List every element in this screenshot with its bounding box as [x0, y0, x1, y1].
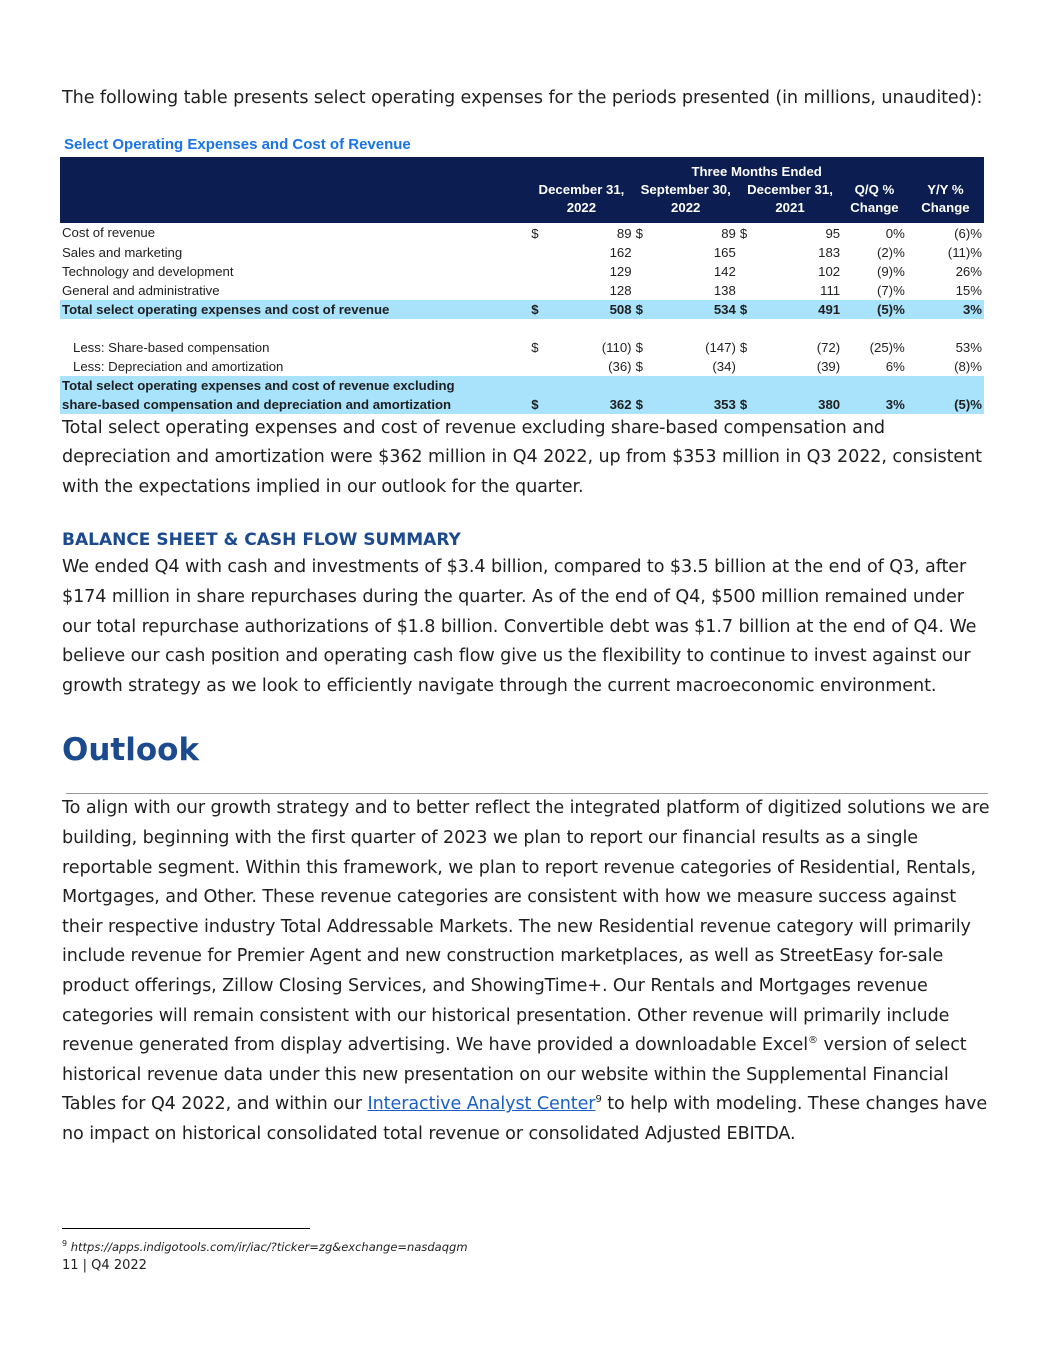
qq-change: 6% — [885, 358, 905, 374]
row-label: Total select operating expenses and cost of revenue — [62, 301, 390, 317]
yy-change: (5)% — [954, 396, 982, 412]
cell-value: 380 — [818, 396, 841, 412]
yy-change: 15% — [955, 282, 982, 298]
currency-symbol — [634, 262, 649, 281]
currency-symbol: $ — [635, 339, 643, 355]
group-header: Three Months Ended — [691, 163, 822, 179]
operating-expenses-table — [60, 157, 984, 414]
footnote — [62, 1240, 468, 1254]
col-header-line2: 2022 — [529, 199, 633, 224]
qq-change: (5)% — [876, 301, 905, 317]
currency-symbol — [634, 243, 649, 262]
footnote-divider — [62, 1228, 310, 1229]
cell-value: 491 — [818, 301, 841, 317]
col-header-line1: December 31, — [538, 181, 625, 197]
yy-change: 3% — [962, 301, 982, 317]
row-label: Sales and marketing — [62, 244, 183, 260]
currency-symbol: $ — [739, 339, 748, 355]
cell-value: 128 — [609, 282, 632, 298]
cell-value: 142 — [713, 263, 736, 279]
cell-value: (110) — [601, 339, 632, 355]
table-header — [60, 157, 984, 224]
currency-symbol: $ — [531, 225, 539, 241]
table-row — [60, 223, 984, 243]
yy-change: 53% — [955, 339, 982, 355]
cell-value: 95 — [825, 225, 841, 241]
footnote-number: 9 — [62, 1239, 68, 1249]
col-header-line1: Q/Q % — [854, 181, 895, 197]
spacer-row — [60, 319, 984, 338]
currency-symbol — [634, 281, 649, 300]
col-header-line2: Change — [842, 199, 907, 224]
col-header-line1: December 31, — [747, 181, 833, 197]
currency-symbol — [738, 262, 753, 281]
row-label: share-based compensation and depreciation and amortization — [62, 396, 452, 412]
total-row-excluding — [60, 376, 984, 395]
currency-symbol — [529, 281, 544, 300]
summary-paragraph: Total select operating expenses and cost of revenue excluding share-based compensation and depreciation and amortization were $362 million in Q4 2022, up from $353 million in Q3 2022, consistent with the expectations implied in our outlook for the quarter. — [62, 417, 982, 497]
cell-value: 534 — [713, 301, 736, 317]
cell-value: 102 — [818, 263, 841, 279]
cell-value: 353 — [713, 396, 736, 412]
qq-change: 0% — [885, 225, 905, 241]
table-title: Select Operating Expenses and Cost of Revenue — [64, 135, 411, 153]
cell-value: 129 — [609, 263, 632, 279]
currency-symbol: $ — [635, 301, 643, 317]
currency-symbol — [529, 357, 544, 376]
intro-text: The following table presents select operating expenses for the periods presented (in millions, unaudited): — [62, 88, 983, 108]
page-footer: 11 | Q4 2022 — [62, 1258, 147, 1273]
cell-value: (147) — [705, 339, 736, 355]
currency-symbol: $ — [739, 225, 748, 241]
table-row — [60, 262, 984, 281]
footnote-url: https://apps.indigotools.com/ir/iac/?ticker=zg&exchange=nasdaqgm — [70, 1240, 468, 1254]
yy-change: (11)% — [947, 244, 982, 260]
qq-change: (2)% — [876, 244, 905, 260]
cell-value: 508 — [609, 301, 632, 317]
currency-symbol: $ — [531, 396, 539, 412]
cell-value: 138 — [713, 282, 736, 298]
cell-value: (36) — [608, 358, 632, 374]
currency-symbol — [738, 357, 753, 376]
yy-change: (8)% — [954, 358, 982, 374]
currency-symbol — [738, 281, 753, 300]
col-header-line2: Change — [907, 199, 984, 224]
col-header-line1: Y/Y % — [927, 181, 964, 197]
col-header-line2: 2022 — [634, 199, 738, 224]
currency-symbol: $ — [739, 396, 748, 412]
currency-symbol — [529, 243, 544, 262]
yy-change: 26% — [955, 263, 982, 279]
row-label: Total select operating expenses and cost of revenue excluding — [62, 377, 455, 393]
row-label: Less: Share-based compensation — [73, 339, 270, 355]
cell-value: (39) — [816, 358, 841, 374]
registered-mark: ® — [808, 1035, 818, 1047]
total-row-excluding-values — [60, 395, 984, 414]
currency-symbol: $ — [635, 225, 643, 241]
outlook-heading: Outlook — [62, 732, 200, 769]
table-row — [60, 281, 984, 300]
cell-value: 89 — [721, 225, 736, 241]
balance-sheet-heading: BALANCE SHEET & CASH FLOW SUMMARY — [62, 530, 461, 551]
table-row — [60, 338, 984, 357]
outlook-text-part: To align with our growth strategy and to better reflect the integrated platform of digitized solutions we are building, beginning with the first quarter of 2023 we plan to report our financial results as a single reportable segment. Within this framework, we plan to report revenue categories of Residential, Rentals, Mortgages, and Other. These revenue categories are consistent with how we measure success against their respective industry Total Addressable Markets. The new Residential revenue category will primarily include revenue for Premier Agent and new construction marketplaces, as well as StreetEasy for-sale product offerings, Zillow Closing Services, and ShowingTime+. Our Rentals and Mortgages revenue categories will remain consistent with our historical presentation. Other revenue will primarily include revenue generated from display advertising. We have provided a downloadable Excel — [62, 798, 990, 1056]
yy-change: (6)% — [954, 225, 982, 241]
currency-symbol: $ — [531, 301, 539, 317]
qq-change: (7)% — [876, 282, 905, 298]
outlook-text-part: to help with modeling. These changes have no impact on historical consolidated total revenue or consolidated Adjusted EBITDA. — [62, 1094, 988, 1144]
currency-symbol: $ — [739, 301, 748, 317]
cell-value: (34) — [712, 358, 736, 374]
currency-symbol: $ — [635, 358, 643, 374]
col-header-line1: September 30, — [640, 181, 731, 197]
cell-value: 165 — [713, 244, 736, 260]
qq-change: (25)% — [869, 339, 905, 355]
total-row — [60, 300, 984, 319]
page-content — [62, 84, 992, 1149]
currency-symbol: $ — [531, 339, 539, 355]
currency-symbol: $ — [635, 396, 643, 412]
qq-change: 3% — [885, 396, 905, 412]
balance-sheet-text: We ended Q4 with cash and investments of $3.4 billion, compared to $3.5 billion at the end of Q3, after $174 million in share repurchases during the quarter. As of the end of Q4, $500 million remained under our total repurchase authorizations of $1.8 billion. Convertible debt was $1.7 billion at the end of Q4. We believe our cash position and operating cash flow give us the flexibility to continue to invest against our growth strategy as we look to efficiently navigate through the current macroeconomic environment. — [62, 557, 977, 696]
cell-value: 162 — [609, 244, 632, 260]
interactive-analyst-center-link[interactable]: Interactive Analyst Center — [367, 1094, 596, 1115]
cell-value: 111 — [820, 282, 841, 298]
cell-value: 183 — [818, 244, 841, 260]
cell-value: (72) — [816, 339, 841, 355]
currency-symbol — [738, 243, 753, 262]
currency-symbol — [529, 262, 544, 281]
outlook-text-part: version of select historical revenue data under this new presentation on our website within the Supplemental Financial Tables for Q4 2022, and within our — [62, 1035, 967, 1115]
col-header-line2: 2021 — [738, 199, 842, 224]
row-label: Technology and development — [62, 263, 234, 279]
row-label: Less: Depreciation and amortization — [73, 358, 284, 374]
row-label: Cost of revenue — [62, 225, 156, 241]
footnote-ref: 9 — [595, 1094, 602, 1106]
row-label: General and administrative — [62, 282, 220, 298]
qq-change: (9)% — [876, 263, 905, 279]
outlook-text — [62, 794, 992, 1149]
table-row — [60, 357, 984, 376]
table-row — [60, 243, 984, 262]
cell-value: 362 — [609, 396, 632, 412]
cell-value: 89 — [616, 225, 632, 241]
